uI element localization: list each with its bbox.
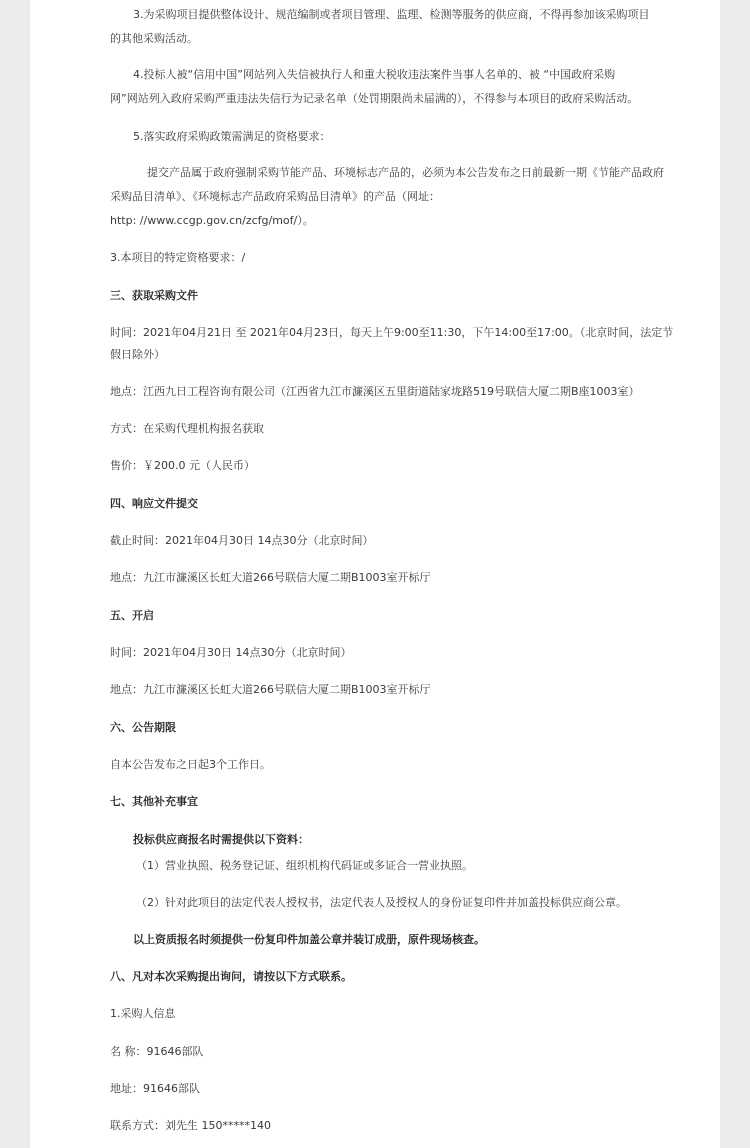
qualification-item-3-cont: 的其他采购活动。 bbox=[110, 32, 198, 45]
section-7-item-1: （1）营业执照、税务登记证、组织机构代码证或多证合一营业执照。 bbox=[136, 859, 473, 872]
section-3-method: 方式：在采购代理机构报名获取 bbox=[110, 422, 264, 435]
qualification-item-4-cont: 网”网站列入政府采购严重违法失信行为记录名单（处罚期限尚未届满的），不得参与本项目的政府采购活动。 bbox=[110, 92, 639, 105]
section-7-note: 以上资质报名时须提供一份复印件加盖公章并装订成册，原件现场核查。 bbox=[133, 933, 485, 946]
section-3-title: 三、获取采购文件 bbox=[110, 289, 198, 302]
document-page bbox=[30, 0, 720, 1148]
section-8-title: 八、凡对本次采购提出询问，请按以下方式联系。 bbox=[110, 970, 352, 983]
special-requirement: 3.本项目的特定资格要求：/ bbox=[110, 251, 246, 264]
qualification-item-5: 5.落实政府采购政策需满足的资格要求： bbox=[133, 130, 331, 143]
section-4-place: 地点：九江市濂溪区长虹大道266号联信大厦二期B1003室开标厅 bbox=[110, 571, 431, 584]
section-6-text: 自本公告发布之日起3个工作日。 bbox=[110, 758, 271, 771]
purchaser-address: 地址：91646部队 bbox=[110, 1082, 200, 1095]
purchaser-name: 名 称：91646部队 bbox=[110, 1045, 204, 1058]
section-6-title: 六、公告期限 bbox=[110, 721, 176, 734]
policy-requirement-url: http: //www.ccgp.gov.cn/zcfg/mof/）。 bbox=[110, 214, 314, 227]
section-3-time: 时间：2021年04月21日 至 2021年04月23日，每天上午9:00至11:30，下午14:00至17:00。（北京时间，法定节 bbox=[110, 326, 674, 339]
section-3-time-cont: 假日除外） bbox=[110, 348, 165, 361]
section-4-deadline: 截止时间：2021年04月30日 14点30分（北京时间） bbox=[110, 534, 374, 547]
section-5-title: 五、开启 bbox=[110, 609, 154, 622]
policy-requirement-line-2: 采购品目清单》、《环境标志产品政府采购品目清单》的产品（网址： bbox=[110, 190, 440, 203]
section-3-place: 地点：江西九日工程咨询有限公司（江西省九江市濂溪区五里街道陆家垅路519号联信大厦二期B座1003室） bbox=[110, 385, 640, 398]
policy-requirement-line-1: 提交产品属于政府强制采购节能产品、环境标志产品的，必须为本公告发布之日前最新一期《节能产品政府 bbox=[147, 166, 664, 179]
qualification-item-4: 4.投标人被“信用中国”网站列入失信被执行人和重大税收违法案件当事人名单的、被 “中国政府采购 bbox=[133, 68, 616, 81]
purchaser-info-heading: 1.采购人信息 bbox=[110, 1007, 176, 1020]
section-7-subtitle: 投标供应商报名时需提供以下资料： bbox=[133, 833, 309, 846]
section-4-title: 四、响应文件提交 bbox=[110, 497, 198, 510]
section-7-title: 七、其他补充事宜 bbox=[110, 795, 198, 808]
purchaser-contact: 联系方式：刘先生 150*****140 bbox=[110, 1119, 271, 1132]
qualification-item-3: 3.为采购项目提供整体设计、规范编制或者项目管理、监理、检测等服务的供应商，不得再参加该采购项目 bbox=[133, 8, 650, 21]
section-7-item-2: （2）针对此项目的法定代表人授权书，法定代表人及授权人的身份证复印件并加盖投标供应商公章。 bbox=[136, 896, 627, 909]
section-5-time: 时间：2021年04月30日 14点30分（北京时间） bbox=[110, 646, 352, 659]
section-3-price: 售价：￥200.0 元（人民币） bbox=[110, 459, 255, 472]
section-5-place: 地点：九江市濂溪区长虹大道266号联信大厦二期B1003室开标厅 bbox=[110, 683, 431, 696]
